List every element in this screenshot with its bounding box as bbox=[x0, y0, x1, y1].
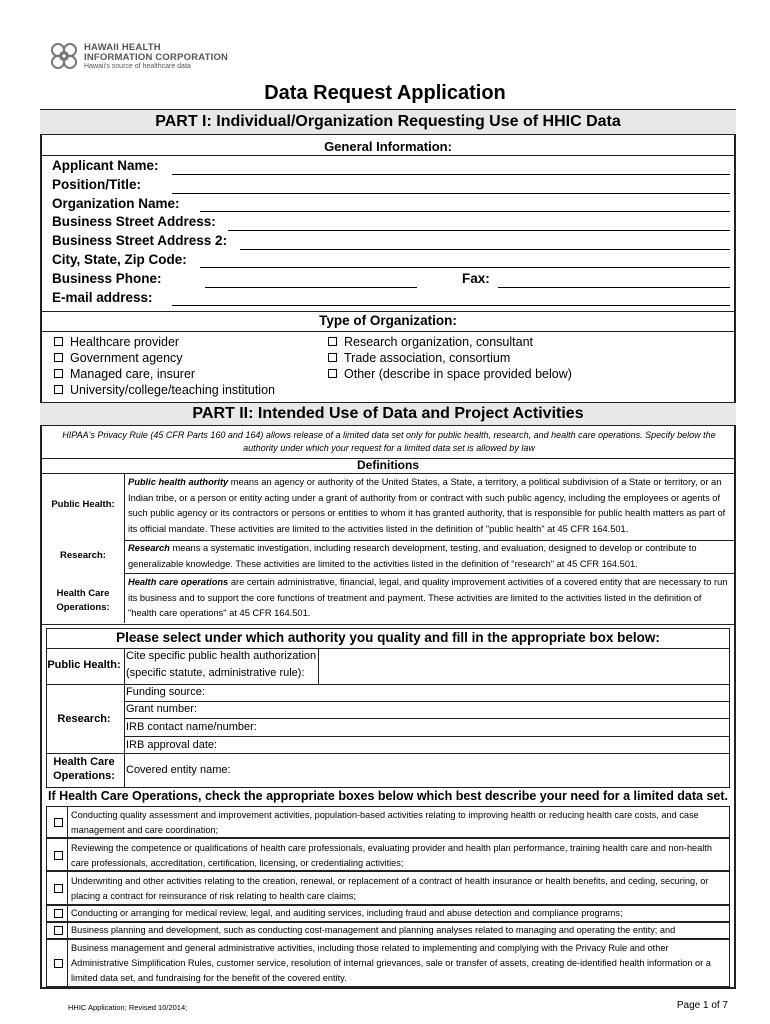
organization-name-label: Organization Name: bbox=[52, 196, 180, 211]
definitions-heading: Definitions bbox=[357, 458, 419, 472]
org-type-option[interactable] bbox=[328, 335, 533, 349]
hco-option[interactable] bbox=[46, 922, 730, 939]
org-type-option[interactable] bbox=[54, 367, 195, 381]
logo-line2: INFORMATION CORPORATION bbox=[84, 52, 229, 63]
row-divider bbox=[67, 839, 68, 870]
page-number: Page 1 of 7 bbox=[676, 1000, 728, 1011]
business-phone-field[interactable] bbox=[205, 287, 417, 288]
auth-public-health-label: Public Health: bbox=[47, 659, 121, 671]
org-type-option[interactable] bbox=[54, 335, 179, 349]
row-divider bbox=[67, 940, 68, 986]
funding-source-label: Funding source: bbox=[126, 686, 205, 698]
hco-option[interactable] bbox=[46, 806, 730, 838]
checkbox[interactable] bbox=[54, 959, 63, 968]
org-type-label: Research organization, consultant bbox=[344, 335, 534, 349]
row-divider bbox=[67, 872, 68, 904]
def-hco bbox=[128, 575, 732, 623]
def-term: Health care operations bbox=[128, 577, 229, 587]
hco-option-text: Business management and general administrative activities, including those related to implementing and complying with the Privacy Rule and other Administrative Simplification Rules, customer service, resolution of internal grievances, sale or transfer of assets, creating de-identified health information or a limited data set, and fundraising for the benefit of the covered entity. bbox=[71, 943, 711, 983]
part2-heading: PART II: Intended Use of Data and Project Activities bbox=[40, 402, 736, 426]
hco-option[interactable] bbox=[46, 939, 730, 987]
hco-option-text: Underwriting and other activities relating to the creation, renewal, or replacement of a contract of health insurance or health benefits, and ceding, securing, or placing a contract for reinsurance of risk relating to health care claims; bbox=[71, 876, 709, 901]
checkbox[interactable] bbox=[54, 851, 63, 860]
logo-tagline: Hawaii's source of healthcare data bbox=[84, 63, 191, 70]
hco-option-text: Reviewing the competence or qualifications of health care professionals, evaluating provider and health plan performance, training health care and non-health care professionals, accreditation, certification, licensing, or credentialing activities; bbox=[71, 843, 712, 868]
business-street2-field[interactable] bbox=[240, 249, 730, 250]
def-body: means a systematic investigation, including research development, testing, and evaluation, designed to develop or contribute to generalizable knowledge. These activities are limited to the activities listed in the definition of "research" at 45 CFR 164.501. bbox=[128, 543, 697, 569]
org-type-label: Government agency bbox=[70, 351, 183, 365]
def-label-research: Research: bbox=[60, 550, 106, 561]
def-term: Public health authority bbox=[128, 477, 229, 487]
email-field[interactable] bbox=[172, 305, 730, 306]
def-research bbox=[128, 541, 732, 573]
applicant-name-field[interactable] bbox=[172, 174, 730, 175]
city-state-zip-label: City, State, Zip Code: bbox=[52, 252, 187, 267]
general-info-heading: General Information: bbox=[324, 139, 452, 154]
checkbox[interactable] bbox=[328, 369, 337, 378]
checkbox[interactable] bbox=[54, 353, 63, 362]
organization-name-field[interactable] bbox=[200, 211, 730, 212]
divider bbox=[40, 155, 736, 156]
org-type-label: Healthcare provider bbox=[70, 335, 180, 349]
select-authority-heading: Please select under which authority you quality and fill in the appropriate box below: bbox=[116, 630, 660, 645]
irb-contact-label: IRB contact name/number: bbox=[126, 721, 257, 733]
hco-option-text: Business planning and development, such as conducting cost-management and planning analyses related to managing and operating the entity; and bbox=[71, 925, 676, 935]
row-divider bbox=[67, 807, 68, 837]
org-type-option[interactable] bbox=[54, 351, 183, 365]
document-title: Data Request Application bbox=[264, 82, 506, 104]
city-state-zip-field[interactable] bbox=[200, 267, 730, 268]
part1-heading: PART I: Individual/Organization Requesting Use of HHIC Data bbox=[40, 109, 736, 135]
position-title-label: Position/Title: bbox=[52, 177, 142, 192]
checkbox[interactable] bbox=[328, 337, 337, 346]
checkbox[interactable] bbox=[54, 884, 63, 893]
def-public-health bbox=[128, 475, 732, 543]
checkbox[interactable] bbox=[54, 369, 63, 378]
email-label: E-mail address: bbox=[52, 290, 153, 305]
checkbox[interactable] bbox=[54, 385, 63, 394]
divider bbox=[46, 753, 730, 754]
business-street2-label: Business Street Address 2: bbox=[52, 233, 228, 248]
covered-entity-label: Covered entity name: bbox=[126, 764, 231, 776]
position-title-field[interactable] bbox=[172, 193, 730, 194]
divider bbox=[40, 311, 736, 312]
hhic-logo-icon bbox=[48, 40, 82, 74]
cite-authorization-label-2: (specific statute, administrative rule): bbox=[126, 667, 305, 679]
divider bbox=[124, 573, 736, 574]
type-of-organization-heading: Type of Organization: bbox=[319, 313, 457, 328]
hco-option[interactable] bbox=[46, 871, 730, 905]
org-type-label: Trade association, consortium bbox=[344, 351, 511, 365]
auth-research-label: Research: bbox=[57, 713, 111, 725]
def-body: are certain administrative, financial, legal, and quality improvement activities of a covered entity that are necessary to run its business and to support the core functions of treatment and payment. These activities are limited to the activities listed in the definition of "health care operations" at 45 CFR 164.501. bbox=[128, 577, 728, 618]
hipaa-note: HIPAA's Privacy Rule (45 CFR Parts 160 and 164) allows release of a limited data set only for public health, research, and health care operations. Specify below the authority under which your request for a limited data set is allowed by law bbox=[62, 430, 716, 453]
checkbox[interactable] bbox=[54, 818, 63, 827]
divider bbox=[124, 718, 730, 719]
divider bbox=[40, 473, 736, 474]
business-phone-label: Business Phone: bbox=[52, 271, 162, 286]
hco-option[interactable] bbox=[46, 905, 730, 922]
divider bbox=[124, 736, 730, 737]
checkbox[interactable] bbox=[328, 353, 337, 362]
hco-option[interactable] bbox=[46, 838, 730, 871]
column-divider bbox=[318, 648, 319, 684]
fax-field[interactable] bbox=[498, 287, 730, 288]
irb-approval-date-label: IRB approval date: bbox=[126, 739, 218, 751]
def-body: means an agency or authority of the United States, a State, a territory, a political subdivision of a State or territory, or an Indian tribe, or a person or entity acting under a grant of authority from or contract with such public agency, including the employees or agents of such public agency or its contractors or persons or entities to whom it has granted authority, that is responsible for public health matters as part of its official mandate. These activities are limited to the activities listed in the definition of "public health" at 45 CFR 164.501. bbox=[128, 477, 726, 534]
def-term: Research bbox=[128, 543, 170, 553]
grant-number-label: Grant number: bbox=[126, 703, 197, 715]
def-label-hco: Health Care Operations: bbox=[56, 588, 110, 613]
org-type-label: Managed care, insurer bbox=[70, 367, 196, 381]
checkbox[interactable] bbox=[54, 909, 63, 918]
divider bbox=[40, 624, 736, 625]
applicant-name-label: Applicant Name: bbox=[52, 158, 159, 173]
hco-option-text: Conducting quality assessment and improvement activities, population-based activities relating to improving health or reducing health care costs, and case management and care coordination; bbox=[71, 810, 699, 835]
cite-authorization-label: Cite specific public health authorization bbox=[126, 650, 317, 662]
org-type-label: University/college/teaching institution bbox=[70, 383, 275, 397]
business-street-field[interactable] bbox=[228, 230, 730, 231]
logo-line1: HAWAII HEALTH bbox=[84, 42, 161, 53]
row-divider bbox=[67, 923, 68, 938]
divider bbox=[124, 701, 730, 702]
footer-revision: HHIC Application; Revised 10/2014; bbox=[68, 1003, 188, 1012]
org-type-option[interactable] bbox=[328, 367, 572, 381]
org-type-label: Other (describe in space provided below) bbox=[344, 367, 572, 381]
fax-label: Fax: bbox=[462, 271, 490, 286]
row-divider bbox=[67, 906, 68, 921]
org-type-option[interactable] bbox=[328, 351, 510, 365]
definitions-column-divider bbox=[124, 473, 125, 623]
org-type-option[interactable] bbox=[54, 383, 275, 397]
hco-checklist-heading: If Health Care Operations, check the appropriate boxes below which best describe your need for a limited data set. bbox=[47, 789, 729, 803]
auth-hco-label: Health Care Operations: bbox=[53, 756, 115, 782]
hhic-logo bbox=[48, 40, 238, 80]
checkbox[interactable] bbox=[54, 337, 63, 346]
def-label-public-health: Public Health: bbox=[51, 499, 115, 510]
divider bbox=[40, 331, 736, 332]
hco-option-text: Conducting or arranging for medical review, legal, and auditing services, including fraud and abuse detection and compliance programs; bbox=[71, 908, 623, 918]
checkbox[interactable] bbox=[54, 926, 63, 935]
business-street-label: Business Street Address: bbox=[52, 214, 216, 229]
